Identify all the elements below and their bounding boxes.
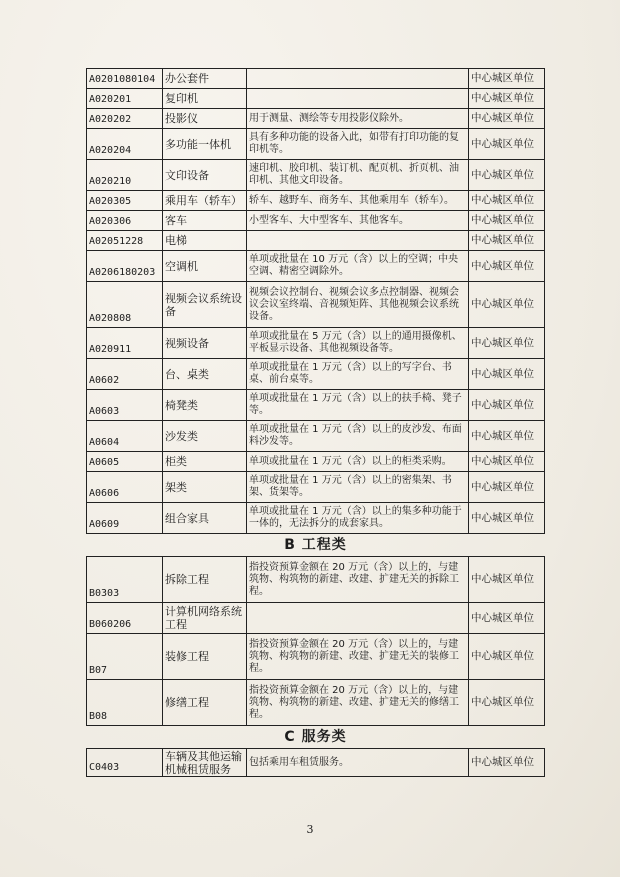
item-name: 计算机网络系统工程	[163, 603, 247, 634]
item-name: 投影仪	[163, 109, 247, 129]
item-code: B08	[87, 680, 163, 726]
applicable-unit: 中心城区单位	[469, 749, 545, 777]
item-description: 包括乘用车租赁服务。	[247, 749, 469, 777]
item-description: 单项或批量在 1 万元（含）以上的密集架、书架、货架等。	[247, 472, 469, 503]
table-row	[87, 359, 545, 390]
item-code: A020808	[87, 282, 163, 328]
item-description: 单项或批量在 1 万元（含）以上的柜类采购。	[247, 452, 469, 472]
item-description	[247, 603, 469, 634]
table-row	[87, 282, 545, 328]
item-description: 单项或批量在 1 万元（含）以上的扶手椅、凳子等。	[247, 390, 469, 421]
table-row	[87, 634, 545, 680]
applicable-unit: 中心城区单位	[469, 251, 545, 282]
item-name: 椅凳类	[163, 390, 247, 421]
applicable-unit: 中心城区单位	[469, 129, 545, 160]
item-code: B07	[87, 634, 163, 680]
item-code: A0604	[87, 421, 163, 452]
item-code: A0609	[87, 503, 163, 534]
item-description: 具有多种功能的设备入此，如带有打印功能的复印机等。	[247, 129, 469, 160]
item-description: 小型客车、大中型客车、其他客车。	[247, 211, 469, 231]
item-code: A020201	[87, 89, 163, 109]
table-row	[87, 69, 545, 89]
applicable-unit: 中心城区单位	[469, 452, 545, 472]
item-name: 视频设备	[163, 328, 247, 359]
item-code: B060206	[87, 603, 163, 634]
item-name: 空调机	[163, 251, 247, 282]
table-row	[87, 503, 545, 534]
applicable-unit: 中心城区单位	[469, 231, 545, 251]
page-number: 3	[306, 823, 314, 836]
item-description: 用于测量、测绘等专用投影仪除外。	[247, 109, 469, 129]
item-description: 视频会议控制台、视频会议多点控制器、视频会议会议室终端、音视频矩阵、其他视频会议系统设备。	[247, 282, 469, 328]
applicable-unit: 中心城区单位	[469, 69, 545, 89]
item-code: A0605	[87, 452, 163, 472]
applicable-unit: 中心城区单位	[469, 328, 545, 359]
item-name: 沙发类	[163, 421, 247, 452]
section-row	[87, 534, 545, 557]
item-code: A0606	[87, 472, 163, 503]
applicable-unit: 中心城区单位	[469, 503, 545, 534]
item-name: 修缮工程	[163, 680, 247, 726]
item-description: 速印机、胶印机、装订机、配页机、折页机、油印机、其他文印设备。	[247, 160, 469, 191]
item-code: A020305	[87, 191, 163, 211]
section-heading-services: C 服务类	[87, 726, 545, 749]
item-name: 车辆及其他运输机械租赁服务	[163, 749, 247, 777]
item-description	[247, 69, 469, 89]
table-row	[87, 472, 545, 503]
item-code: A0603	[87, 390, 163, 421]
table-row	[87, 328, 545, 359]
item-description: 单项或批量在 10 万元（含）以上的空调；中央空调、精密空调除外。	[247, 251, 469, 282]
item-code: B0303	[87, 557, 163, 603]
item-description: 单项或批量在 1 万元（含）以上的写字台、书桌、前台桌等。	[247, 359, 469, 390]
item-description	[247, 89, 469, 109]
applicable-unit: 中心城区单位	[469, 603, 545, 634]
item-code: C0403	[87, 749, 163, 777]
item-name: 柜类	[163, 452, 247, 472]
table-row	[87, 557, 545, 603]
item-code: A020202	[87, 109, 163, 129]
applicable-unit: 中心城区单位	[469, 557, 545, 603]
table-row	[87, 129, 545, 160]
item-name: 台、桌类	[163, 359, 247, 390]
applicable-unit: 中心城区单位	[469, 109, 545, 129]
item-description: 指投资预算金额在 20 万元（含）以上的，与建筑物、构筑物的新建、改建、扩建无关的装修工程。	[247, 634, 469, 680]
table-row	[87, 191, 545, 211]
item-name: 文印设备	[163, 160, 247, 191]
table-row	[87, 109, 545, 129]
section-row	[87, 726, 545, 749]
section-heading-engineering: B 工程类	[87, 534, 545, 557]
applicable-unit: 中心城区单位	[469, 680, 545, 726]
item-name: 复印机	[163, 89, 247, 109]
table-row	[87, 160, 545, 191]
item-name: 装修工程	[163, 634, 247, 680]
item-name: 办公套件	[163, 69, 247, 89]
applicable-unit: 中心城区单位	[469, 191, 545, 211]
applicable-unit: 中心城区单位	[469, 282, 545, 328]
item-name: 乘用车（轿车）	[163, 191, 247, 211]
item-description: 指投资预算金额在 20 万元（含）以上的，与建筑物、构筑物的新建、改建、扩建无关的修缮工程。	[247, 680, 469, 726]
table-row	[87, 421, 545, 452]
procurement-catalog-table	[86, 68, 545, 777]
item-name: 拆除工程	[163, 557, 247, 603]
item-description: 轿车、越野车、商务车、其他乘用车（轿车）。	[247, 191, 469, 211]
table-row	[87, 231, 545, 251]
applicable-unit: 中心城区单位	[469, 211, 545, 231]
table-row	[87, 452, 545, 472]
item-code: A02051228	[87, 231, 163, 251]
item-description: 单项或批量在 1 万元（含）以上的集多种功能于一体的，无法拆分的成套家具。	[247, 503, 469, 534]
item-name: 架类	[163, 472, 247, 503]
applicable-unit: 中心城区单位	[469, 359, 545, 390]
item-code: A0201080104	[87, 69, 163, 89]
applicable-unit: 中心城区单位	[469, 634, 545, 680]
item-name: 电梯	[163, 231, 247, 251]
table-row	[87, 251, 545, 282]
table-row	[87, 390, 545, 421]
item-code: A020204	[87, 129, 163, 160]
table-row	[87, 749, 545, 777]
table-row	[87, 680, 545, 726]
applicable-unit: 中心城区单位	[469, 160, 545, 191]
item-code: A020911	[87, 328, 163, 359]
item-name: 组合家具	[163, 503, 247, 534]
item-description	[247, 231, 469, 251]
table-row	[87, 89, 545, 109]
table-row	[87, 211, 545, 231]
applicable-unit: 中心城区单位	[469, 89, 545, 109]
item-description: 单项或批量在 1 万元（含）以上的皮沙发、布面料沙发等。	[247, 421, 469, 452]
applicable-unit: 中心城区单位	[469, 472, 545, 503]
item-name: 客车	[163, 211, 247, 231]
item-name: 多功能一体机	[163, 129, 247, 160]
item-code: A0206180203	[87, 251, 163, 282]
item-code: A020306	[87, 211, 163, 231]
item-description: 指投资预算金额在 20 万元（含）以上的，与建筑物、构筑物的新建、改建、扩建无关的拆除工程。	[247, 557, 469, 603]
item-code: A020210	[87, 160, 163, 191]
applicable-unit: 中心城区单位	[469, 390, 545, 421]
item-code: A0602	[87, 359, 163, 390]
applicable-unit: 中心城区单位	[469, 421, 545, 452]
item-name: 视频会议系统设备	[163, 282, 247, 328]
table-row	[87, 603, 545, 634]
item-description: 单项或批量在 5 万元（含）以上的通用摄像机、平板显示设备、其他视频设备等。	[247, 328, 469, 359]
